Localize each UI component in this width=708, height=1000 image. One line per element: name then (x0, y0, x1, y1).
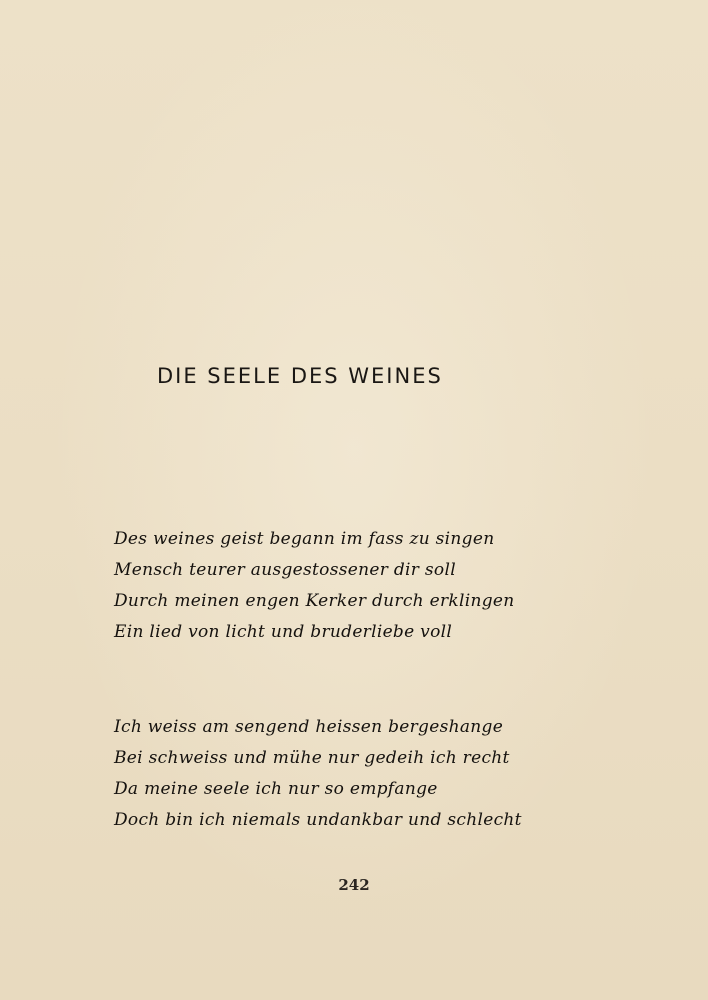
page-number: 242 (338, 876, 370, 894)
poem-line: Ich weiss am sengend heissen bergeshange (114, 717, 504, 737)
poem-line: Mensch teurer ausgestossener dir soll (114, 560, 456, 580)
poem-stanza-2 (114, 712, 574, 836)
poem-stanza-1 (114, 524, 574, 648)
poem-title: DIE SEELE DES WEINES (157, 364, 443, 388)
poem-line: Des weines geist begann im fass zu singen (114, 529, 495, 549)
poem-line: Ein lied von licht und bruderliebe voll (114, 622, 453, 642)
poem-line: Bei schweiss und mühe nur gedeih ich recht (114, 748, 510, 768)
poem-line: Da meine seele ich nur so empfange (114, 779, 438, 799)
poem-line: Durch meinen engen Kerker durch erklingen (114, 591, 515, 611)
poem-line: Doch bin ich niemals undankbar und schlecht (114, 810, 522, 830)
